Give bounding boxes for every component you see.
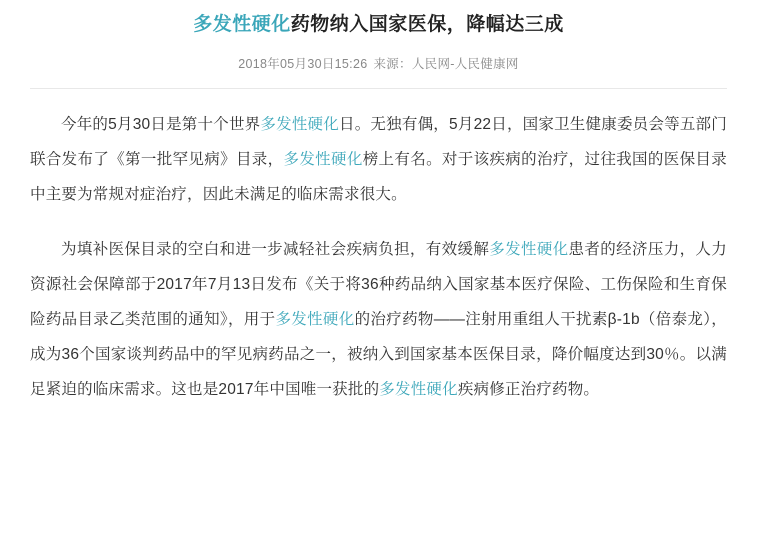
text-run: 药物纳入国家医保，降幅达三成 bbox=[290, 14, 564, 35]
text-run: 日。无独有偶，5月22日，国家卫生健康委员会等五部门联合发布了《第一批罕见病》目录， bbox=[30, 116, 727, 168]
article-datetime: 2018年05月30日15:26 bbox=[238, 57, 368, 71]
paragraph-1-text bbox=[30, 116, 727, 203]
inline-link[interactable]: 多发性硬化 bbox=[489, 241, 569, 258]
text-run: 榜上有名。对于该疾病的治疗，过往我国的医保目录中主要为常规对症治疗，因此未满足的临床需求很大。 bbox=[30, 151, 727, 203]
page-title-text bbox=[193, 14, 564, 35]
article-meta bbox=[30, 54, 727, 72]
article-paragraph-2 bbox=[30, 232, 727, 407]
article-body bbox=[30, 107, 727, 407]
text-run: 疾病修正治疗药物。 bbox=[457, 381, 600, 398]
inline-link[interactable]: 多发性硬化 bbox=[260, 116, 339, 133]
inline-link[interactable]: 多发性硬化 bbox=[275, 311, 355, 328]
paragraph-2-text bbox=[30, 241, 727, 398]
text-run: 今年的5月30日是第十个世界 bbox=[61, 116, 261, 133]
inline-link[interactable]: 多发性硬化 bbox=[379, 381, 458, 398]
article-paragraph-1 bbox=[30, 107, 727, 212]
text-run: 的治疗药物——注射用重组人干扰素β-1b（倍泰龙），成为36个国家谈判药品中的罕见病药品之一，被纳入到国家基本医保目录，降价幅度达到30％。以满足紧迫的临床需求。这也是2017年中国唯一获批的 bbox=[30, 311, 727, 398]
inline-link[interactable]: 多发性硬化 bbox=[283, 151, 363, 168]
text-run: 为填补医保目录的空白和进一步减轻社会疾病负担，有效缓解 bbox=[61, 241, 490, 258]
page-title bbox=[30, 0, 727, 40]
header-divider bbox=[30, 88, 727, 89]
text-run: 患者的经济压力，人力资源社会保障部于2017年7月13日发布《关于将36种药品纳入国家基本医疗保险、工伤保险和生育保险药品目录乙类范围的通知》，用于 bbox=[30, 241, 727, 328]
inline-link[interactable]: 多发性硬化 bbox=[193, 14, 291, 35]
article-source-label: 来源： bbox=[373, 57, 412, 71]
article-source: 人民网-人民健康网 bbox=[411, 57, 519, 71]
